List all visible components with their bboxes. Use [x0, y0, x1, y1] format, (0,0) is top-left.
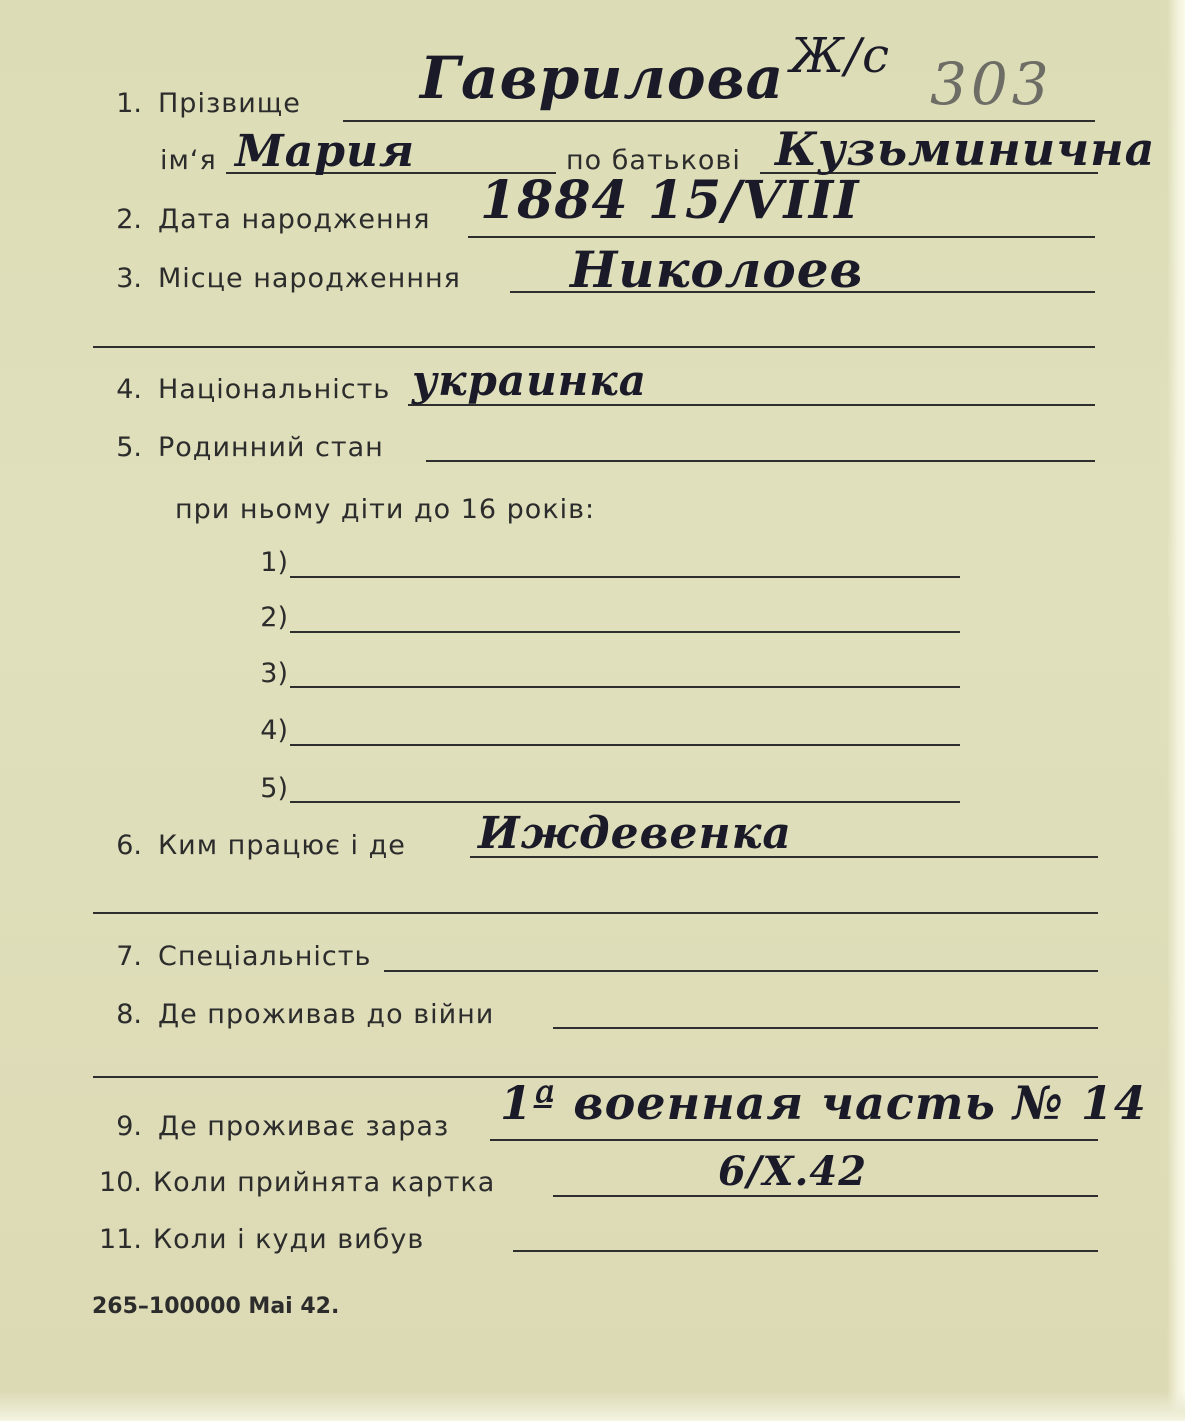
field-number-birth-place: 3.: [116, 263, 142, 294]
prewar-residence-label: Де проживав до війни: [158, 999, 495, 1030]
field-number-birth-date: 2.: [116, 204, 142, 235]
birth-date-value: 1884 15/VIII: [480, 170, 860, 231]
field-number-current-residence: 9.: [116, 1111, 142, 1142]
children-label: при ньому діти до 16 років:: [175, 494, 596, 525]
departure-label: Коли і куди вибув: [153, 1224, 425, 1255]
nationality-value: украинка: [412, 356, 647, 405]
field-number-specialty: 7.: [116, 941, 142, 972]
current-residence-line: [490, 1139, 1098, 1141]
first-name-label: ім‘я: [160, 145, 217, 176]
family-status-label: Родинний стан: [158, 432, 384, 463]
surname-value: Гаврилова: [420, 44, 785, 112]
specialty-label: Спеціальність: [158, 941, 372, 972]
prewar-residence-line: [553, 1027, 1098, 1029]
field-number-surname: 1.: [116, 88, 142, 119]
field-number-card-accepted: 10.: [99, 1167, 142, 1198]
archive-number: 303: [930, 50, 1053, 118]
work-value: Иждевенка: [478, 808, 792, 859]
birth-date-label: Дата народження: [158, 204, 431, 235]
departure-line: [513, 1250, 1098, 1252]
work-label: Ким працює і де: [158, 830, 406, 861]
field-number-family-status: 5.: [116, 432, 142, 463]
paper-edge-right: [1167, 0, 1185, 1421]
specialty-line: [384, 970, 1098, 972]
child-line-5: [290, 801, 960, 803]
first-name-value: Мария: [235, 126, 415, 177]
child-number-4: 4): [260, 715, 288, 746]
child-line-2: [290, 631, 960, 633]
print-code: 265–100000 Mai 42.: [92, 1294, 340, 1319]
blank-line-after-work: [93, 912, 1098, 914]
card-accepted-line: [553, 1195, 1098, 1197]
paper-edge-bottom: [0, 1391, 1185, 1421]
field-number-departure: 11.: [99, 1224, 142, 1255]
child-number-3: 3): [260, 658, 288, 689]
birth-place-label: Місце народженння: [158, 263, 461, 294]
child-number-2: 2): [260, 602, 288, 633]
child-number-5: 5): [260, 773, 288, 804]
birth-place-value: Николоев: [570, 240, 864, 299]
patronymic-label: по батькові: [566, 145, 741, 176]
child-number-1: 1): [260, 547, 288, 578]
current-residence-label: Де проживає зараз: [158, 1111, 450, 1142]
card-accepted-value: 6/X.42: [718, 1148, 868, 1195]
corner-mark: Ж/с: [790, 28, 890, 84]
child-line-3: [290, 686, 960, 688]
blank-line-after-birthplace: [93, 346, 1095, 348]
field-number-work: 6.: [116, 830, 142, 861]
patronymic-value: Кузьминична: [775, 122, 1156, 176]
family-status-line: [426, 460, 1095, 462]
child-line-1: [290, 576, 960, 578]
birth-date-line: [468, 236, 1095, 238]
child-line-4: [290, 744, 960, 746]
card-accepted-label: Коли прийнята картка: [153, 1167, 496, 1198]
surname-label: Прізвище: [158, 88, 301, 119]
nationality-label: Національність: [158, 374, 391, 405]
field-number-nationality: 4.: [116, 374, 142, 405]
current-residence-value: 1ª военная часть № 14: [500, 1076, 1147, 1130]
field-number-prewar-residence: 8.: [116, 999, 142, 1030]
